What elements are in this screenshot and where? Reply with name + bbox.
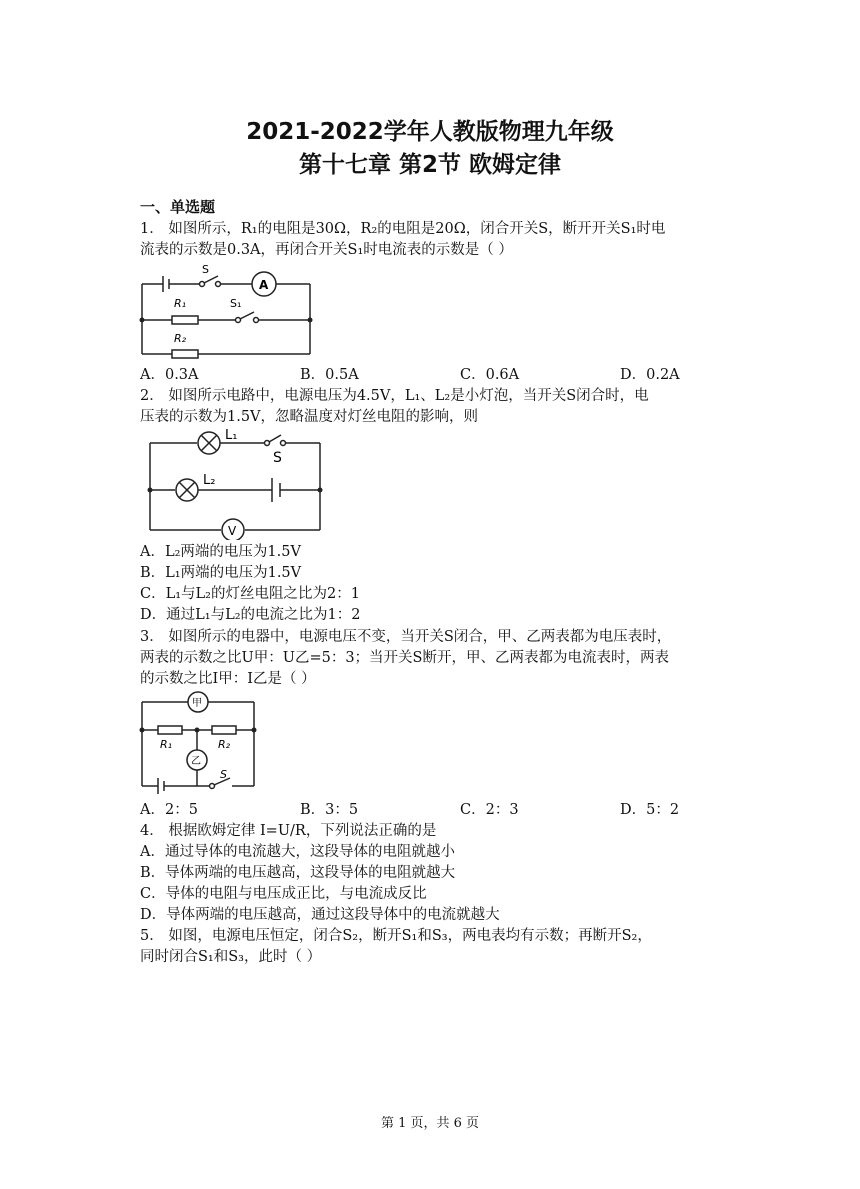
q3-option-b: B．3：5: [300, 802, 359, 818]
q2-fig-voltmeter-label: V: [228, 524, 237, 538]
q3-option-c: C．2：3: [460, 802, 519, 818]
q3-fig-s-label: S: [220, 768, 227, 781]
q2-circuit-diagram: [145, 428, 325, 540]
q4-option-b: B．导体两端的电压越高，这段导体的电阻就越大: [140, 865, 456, 881]
q2-fig-l2-label: L₂: [203, 473, 216, 488]
q3-circuit-diagram: [138, 690, 262, 794]
q3-fig-jia-label: 甲: [192, 698, 202, 709]
q3-fig-r2-label: R₂: [218, 738, 231, 751]
q3-option-d: D．5：2: [620, 802, 680, 818]
q3-line-3: 的示数之比I甲：I乙是（ ）: [140, 671, 316, 687]
q4-option-d: D．导体两端的电压越高，通过这段导体中的电流就越大: [140, 907, 500, 923]
q1-fig-s1-label: S₁: [230, 297, 242, 310]
q1-fig-ammeter-label: A: [259, 278, 269, 292]
q1-circuit-diagram: [138, 262, 318, 362]
q2-option-a: A．L₂两端的电压为1.5V: [140, 544, 301, 560]
q5-line-2: 同时闭合S₁和S₃，此时（ ）: [140, 949, 322, 965]
q4-line-1: 4． 根据欧姆定律 I=U/R，下列说法正确的是: [140, 823, 437, 839]
q1-option-b: B．0.5A: [300, 367, 359, 383]
q2-fig-l1-label: L₁: [225, 428, 238, 443]
q3-fig-r1-label: R₁: [160, 738, 173, 751]
q1-fig-s-label: S: [202, 263, 209, 276]
q3-fig-yi-label: 乙: [191, 756, 201, 767]
title-line-1: 2021-2022学年人教版物理九年级: [246, 119, 614, 145]
q2-option-b: B．L₁两端的电压为1.5V: [140, 565, 302, 581]
q2-option-d: D．通过L₁与L₂的电流之比为1：2: [140, 607, 361, 623]
q3-option-a: A．2：5: [140, 802, 198, 818]
section-title: 一、单选题: [140, 198, 216, 216]
q1-line-2: 流表的示数是0.3A，再闭合开关S₁时电流表的示数是（ ）: [140, 242, 513, 258]
title-line-2: 第十七章 第2节 欧姆定律: [298, 152, 562, 178]
q5-line-1: 5． 如图，电源电压恒定，闭合S₂，断开S₁和S₃，两电表均有示数；再断开S₂，: [140, 928, 652, 944]
q3-line-2: 两表的示数之比U甲：U乙=5：3；当开关S断开，甲、乙两表都为电流表时，两表: [140, 650, 669, 666]
q1-fig-r2-label: R₂: [174, 332, 187, 345]
page-footer: 第 1 页，共 6 页: [380, 1116, 480, 1131]
q3-line-1: 3． 如图所示的电器中，电源电压不变，当开关S闭合，甲、乙两表都为电压表时，: [140, 629, 672, 645]
q2-line-2: 压表的示数为1.5V，忽略温度对灯丝电阻的影响，则: [140, 409, 479, 425]
q1-fig-r1-label: R₁: [174, 297, 187, 310]
q2-option-c: C．L₁与L₂的灯丝电阻之比为2：1: [140, 586, 360, 602]
q1-option-a: A．0.3A: [140, 367, 199, 383]
q1-option-d: D．0.2A: [620, 367, 680, 383]
q1-line-1: 1． 如图所示，R₁的电阻是30Ω，R₂的电阻是20Ω，闭合开关S，断开开关S₁时电: [140, 221, 666, 237]
q1-option-c: C．0.6A: [460, 367, 520, 383]
q4-option-c: C．导体的电阻与电压成正比，与电流成反比: [140, 886, 427, 902]
q4-option-a: A．通过导体的电流越大，这段导体的电阻就越小: [140, 844, 455, 860]
q2-fig-s-label: S: [273, 450, 282, 466]
q2-line-1: 2． 如图所示电路中，电源电压为4.5V，L₁、L₂是小灯泡，当开关S闭合时，电: [140, 388, 649, 404]
